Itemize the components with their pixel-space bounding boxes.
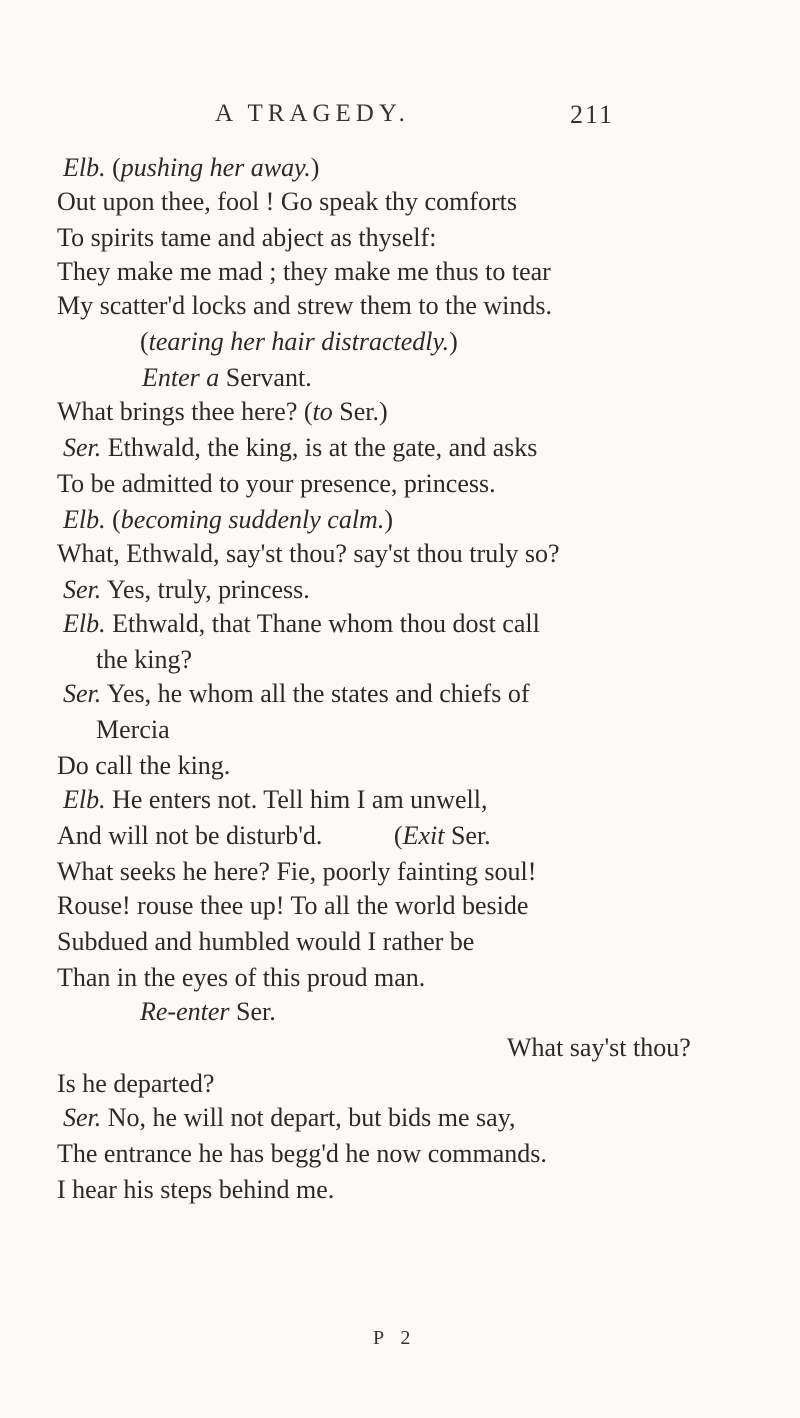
text-line: [57, 1174, 334, 1206]
italic-text: Elb.: [63, 505, 106, 534]
text-span: He enters not. Tell him I am unwell,: [105, 785, 488, 814]
text-span: Yes, he whom all the states and chiefs of: [101, 679, 530, 708]
text-span: (: [140, 327, 149, 356]
text-span: ): [449, 327, 458, 356]
italic-text: Ser.: [63, 1103, 102, 1132]
running-title: A TRAGEDY.: [215, 100, 410, 127]
text-line: [57, 1068, 214, 1100]
text-span: I hear his steps behind me.: [57, 1175, 335, 1204]
italic-text: Re-enter: [140, 997, 230, 1026]
printer-signature: P 2: [373, 1327, 417, 1349]
italic-text: a: [199, 363, 220, 392]
text-line: [63, 152, 319, 184]
text-span: Mercia: [96, 715, 170, 744]
text-span: Is he departed?: [57, 1069, 215, 1098]
italic-text: Exit: [402, 821, 445, 850]
text-span: Yes, truly, princess.: [101, 575, 310, 604]
text-line: [63, 784, 487, 816]
text-line: [57, 820, 491, 852]
text-span: Ser.: [229, 997, 276, 1026]
text-span: (: [105, 505, 121, 534]
text-line: [142, 362, 312, 394]
text-line: [140, 996, 276, 1028]
text-line: [140, 326, 458, 358]
text-line: [57, 750, 230, 782]
italic-text: to: [312, 397, 333, 426]
italic-text: Ser.: [63, 679, 102, 708]
italic-text: Elb.: [63, 609, 106, 638]
text-line: [57, 186, 517, 218]
text-span: The entrance he has begg'd he now commands.: [57, 1139, 547, 1168]
text-span: What say'st thou?: [507, 1033, 691, 1062]
text-line: [507, 1032, 691, 1064]
text-line: [63, 1102, 516, 1134]
text-span: Ethwald, that Thane whom thou dost call: [105, 609, 540, 638]
text-span: Out upon thee, fool ! Go speak thy comforts: [57, 187, 517, 216]
text-line: [63, 574, 310, 606]
text-line: [57, 962, 425, 994]
text-span: My scatter'd locks and strew them to the winds.: [57, 291, 552, 320]
italic-text: Enter: [142, 363, 200, 392]
text-span: To spirits tame and abject as thyself:: [57, 223, 437, 252]
text-span: No, he will not depart, but bids me say,: [101, 1103, 516, 1132]
text-span: And will not be disturb'd. (: [57, 821, 403, 850]
text-span: Than in the eyes of this proud man.: [57, 963, 426, 992]
italic-text: pushing her away.: [120, 153, 311, 182]
page-number: 211: [570, 100, 615, 129]
text-span: the king?: [96, 645, 193, 674]
text-line: [63, 678, 529, 710]
text-span: To be admitted to your presence, princess.: [57, 469, 496, 498]
text-line: [96, 714, 170, 746]
text-span: Ethwald, the king, is at the gate, and asks: [101, 433, 538, 462]
text-line: [57, 538, 560, 570]
text-line: [57, 290, 552, 322]
text-span: Rouse! rouse thee up! To all the world beside: [57, 891, 529, 920]
text-span: What brings thee here? (: [57, 397, 313, 426]
text-line: [57, 396, 388, 428]
text-span: Subdued and humbled would I rather be: [57, 927, 475, 956]
italic-text: Ser.: [63, 433, 102, 462]
text-line: [63, 608, 540, 640]
text-line: [63, 432, 537, 464]
text-span: Ser.): [332, 397, 388, 426]
italic-text: becoming suddenly calm.: [120, 505, 385, 534]
text-line: [63, 504, 393, 536]
text-span: They make me mad ; they make me thus to tear: [57, 257, 551, 286]
text-span: Do call the king.: [57, 751, 231, 780]
text-line: [57, 926, 474, 958]
text-line: [57, 1138, 547, 1170]
text-span: ): [310, 153, 320, 182]
italic-text: Elb.: [63, 153, 106, 182]
text-span: What seeks he here? Fie, poorly fainting soul!: [57, 857, 537, 886]
text-line: [57, 468, 496, 500]
text-span: Ser.: [444, 821, 491, 850]
text-line: [57, 222, 436, 254]
text-span: Servant.: [219, 363, 312, 392]
italic-text: Elb.: [63, 785, 106, 814]
text-line: [96, 644, 192, 676]
text-line: [57, 856, 536, 888]
text-line: [57, 890, 528, 922]
text-line: [57, 256, 551, 288]
italic-text: Ser.: [63, 575, 102, 604]
text-span: What, Ethwald, say'st thou? say'st thou truly so?: [57, 539, 560, 568]
italic-text: tearing her hair distractedly.: [148, 327, 450, 356]
text-span: ): [384, 505, 393, 534]
text-span: (: [105, 153, 121, 182]
